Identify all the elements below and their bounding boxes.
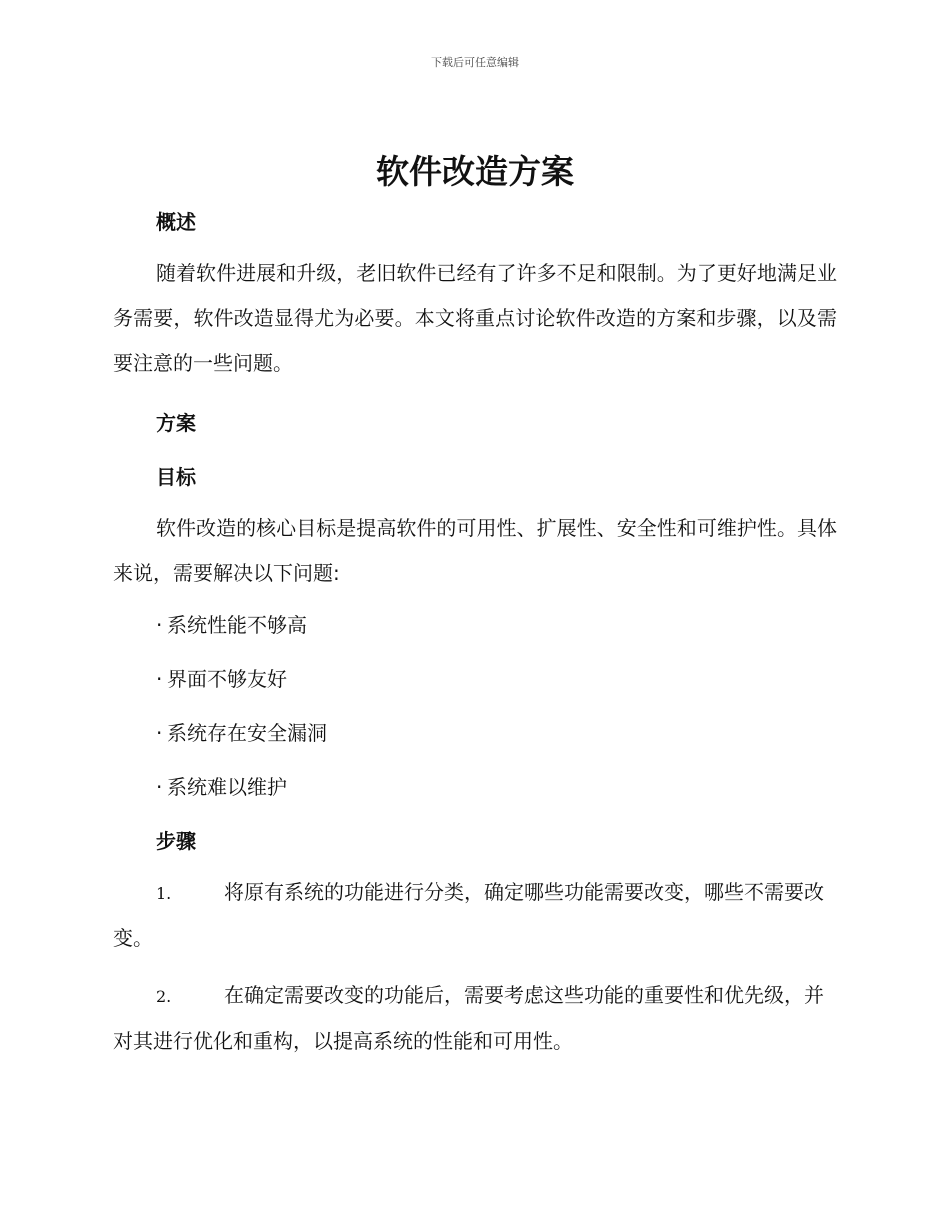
step-item (113, 973, 837, 1064)
header-note: 下载后可任意编辑 (431, 56, 519, 69)
plan-heading: 方案 (156, 411, 196, 435)
list-item (113, 770, 837, 804)
step-number: 1. (156, 884, 172, 903)
list-item-text: 界面不够友好 (167, 667, 287, 691)
bullet-marker: · (156, 775, 163, 799)
overview-paragraph: 随着软件进展和升级，老旧软件已经有了许多不足和限制。为了更好地满足业务需要，软件改造显得尤为必要。本文将重点讨论软件改造的方案和步骤，以及需要注意的一些问题。 (113, 261, 837, 375)
steps-heading: 步骤 (156, 829, 196, 853)
bullet-marker: · (156, 667, 163, 691)
list-item (113, 608, 837, 642)
goal-heading: 目标 (156, 465, 196, 489)
list-item-text: 系统性能不够高 (167, 613, 307, 637)
list-item (113, 662, 837, 696)
list-item-text: 系统存在安全漏洞 (167, 721, 327, 745)
bullet-marker: · (156, 613, 163, 637)
list-item-text: 系统难以维护 (167, 775, 287, 799)
step-text: 在确定需要改变的功能后，需要考虑这些功能的重要性和优先级，并对其进行优化和重构，以提高系统的性能和可用性。 (113, 983, 824, 1053)
goal-paragraph: 软件改造的核心目标是提高软件的可用性、扩展性、安全性和可维护性。具体来说，需要解决以下问题: (113, 516, 837, 585)
overview-heading: 概述 (156, 210, 196, 234)
document-body (113, 205, 837, 1064)
step-text: 将原有系统的功能进行分类，确定哪些功能需要改变，哪些不需要改变。 (113, 880, 824, 950)
bullet-marker: · (156, 721, 163, 745)
step-number: 2. (156, 987, 172, 1006)
document-title: 软件改造方案 (376, 152, 574, 191)
list-item (113, 716, 837, 750)
step-item (113, 870, 837, 961)
